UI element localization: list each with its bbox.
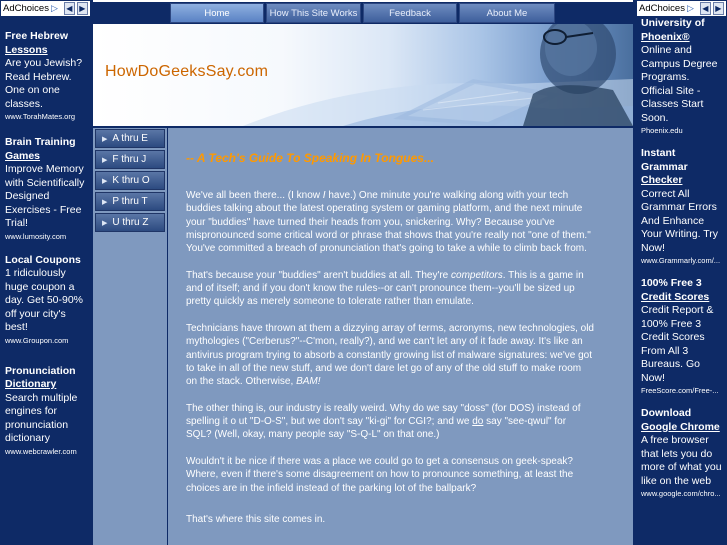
ad-url[interactable]: www.google.com/chro...	[641, 489, 721, 498]
adchoices-bar[interactable]	[636, 0, 727, 17]
adchoices-bar[interactable]	[0, 0, 91, 17]
ad-description[interactable]: Online and Campus Degree Programs. Official Site - Classes Start Soon.	[641, 44, 718, 124]
menu-item-label: F thru J	[112, 154, 147, 165]
ad-description[interactable]: Credit Report & 100% Free 3 Credit Scores From All 3 Bureaus. Go Now!	[641, 304, 714, 384]
side-menu	[93, 126, 167, 545]
nav-feedback[interactable]: Feedback	[363, 3, 457, 23]
adchoices-label[interactable]: AdChoices	[639, 3, 685, 14]
paragraph: That's where this site comes in.	[186, 513, 326, 525]
ad-block[interactable]	[0, 30, 91, 122]
paragraph: The other thing is, our industry is really weird. Why do we say "doss" (for DOS) instead of spelling it o ut "D-O-S", but we don't say "ki-gi" for CGI?; and we do say "see-qwul" for SQL? (Well, okay, many people say "S-Q-L" on that one.)	[186, 402, 581, 441]
menu-item-u-thru-z[interactable]	[95, 213, 165, 232]
nav-spacer	[93, 3, 168, 23]
nav-home[interactable]: Home	[170, 3, 264, 23]
ad-description[interactable]: Search multiple engines for pronunciation dictionary	[5, 391, 78, 444]
ad-title[interactable]: Download Google Chrome	[641, 407, 720, 433]
ad-url[interactable]: www.Groupon.com	[5, 335, 69, 345]
article-body	[186, 189, 594, 539]
site-title: HowDoGeeksSay.com	[105, 63, 269, 80]
adchoices-label[interactable]: AdChoices	[3, 3, 49, 14]
content-top-border	[168, 126, 633, 128]
ad-title[interactable]: University of Phoenix®	[641, 17, 705, 43]
ad-block[interactable]	[636, 147, 727, 266]
ad-url[interactable]: Phoenix.edu	[641, 126, 683, 135]
ad-description[interactable]: Correct All Grammar Errors And Enhance Your Writing. Try Now!	[641, 187, 719, 254]
ad-title[interactable]: Instant Grammar Checker	[641, 147, 688, 186]
ad-url[interactable]: www.lumosity.com	[5, 231, 67, 241]
menu-item-label: K thru O	[112, 175, 150, 186]
paragraph: We've all been there... (I know I have.) One minute you're walking along with your tech buddies talking about the latest operating system or gaming platform, and the next minute your "buddies" have turned their heads from you, snickering. Why? Because you've mispronounced some critical word or phrase that shows that you're really not "one of them." You've committed a breach of pronunciation that's going to take a while to climb back from.	[186, 190, 591, 255]
ad-title[interactable]: Pronunciation Dictionary	[5, 364, 76, 390]
ad-title[interactable]: Free Hebrew Lessons	[5, 30, 69, 56]
ad-block[interactable]	[636, 17, 727, 136]
nav-about-me[interactable]: About Me	[459, 3, 555, 23]
menu-top-border	[93, 126, 167, 128]
ad-description[interactable]: 1 ridiculously huge coupon a day. Get 50-90% off your city's best!	[5, 267, 84, 333]
menu-item-label: A thru E	[112, 133, 148, 144]
ad-url[interactable]: FreeScore.com/Free-...	[641, 386, 719, 395]
arrow-right-icon: ▶	[102, 219, 108, 227]
ad-block[interactable]	[0, 365, 91, 457]
ad-next-button[interactable]: ▶	[713, 2, 724, 15]
arrow-right-icon: ▶	[102, 198, 108, 206]
menu-item-p-thru-t[interactable]	[95, 192, 165, 211]
ad-url[interactable]: www.Grammarly.com/...	[641, 256, 721, 265]
ad-title[interactable]: Brain Training Games	[5, 136, 76, 162]
menu-item-label: P thru T	[112, 196, 148, 207]
ad-url[interactable]: www.TorahMates.org	[5, 112, 76, 121]
nav-how-this-site-works[interactable]: How This Site Works	[266, 3, 361, 23]
arrow-right-icon: ▶	[102, 135, 108, 143]
ad-description[interactable]: Are you Jewish? Read Hebrew. One on one classes.	[5, 57, 83, 110]
ad-description[interactable]: A free browser that lets you do more of what you like on the web	[641, 434, 722, 487]
ad-block[interactable]	[0, 136, 91, 242]
ad-block[interactable]	[0, 254, 91, 346]
left-ad-column	[0, 0, 91, 545]
top-navigation	[93, 2, 633, 24]
ad-prev-button[interactable]: ◀	[64, 2, 75, 15]
adchoices-triangle-icon[interactable]: ▷	[50, 3, 58, 13]
menu-item-f-thru-j[interactable]	[95, 150, 165, 169]
ad-description[interactable]: Improve Memory with Scientifically Designed Exercises - Free Trial!	[5, 163, 85, 229]
main-content	[168, 126, 633, 545]
paragraph: That's because your "buddies" aren't buddies at all. They're competitors. This is a game in and of itself; and if you don't know the rules--or can't pronounce them--you'll be sized up pretty quickly as merely someone to tolerate rather than emulate.	[186, 269, 584, 308]
page-headline: -- A Tech's Guide To Speaking In Tongues...	[186, 151, 434, 165]
person-silhouette-icon	[523, 24, 633, 126]
ad-url[interactable]: www.webcrawler.com	[5, 446, 77, 456]
header-banner	[93, 24, 633, 126]
menu-item-k-thru-o[interactable]	[95, 171, 165, 190]
ad-block[interactable]	[636, 277, 727, 396]
ad-title[interactable]: Local Coupons	[5, 253, 81, 266]
arrow-right-icon: ▶	[102, 177, 108, 185]
adchoices-triangle-icon[interactable]: ▷	[686, 3, 694, 13]
ad-prev-button[interactable]: ◀	[700, 2, 711, 15]
menu-item-label: U thru Z	[112, 217, 149, 228]
ad-next-button[interactable]: ▶	[77, 2, 88, 15]
menu-item-a-thru-e[interactable]	[95, 129, 165, 148]
paragraph: Technicians have thrown at them a dizzying array of terms, acronyms, new technologies, old mythologies ("Cerberus?"--C'mon, really?), and we can't let any of it fade away. It's like an antivirus program trying to absorb a constantly growing list of malware signatures: we've got to take in all of the new stuff, and we don't dare let go of any of the old stuff to make room on the stack. Otherwise, BAM!	[186, 322, 594, 388]
arrow-right-icon: ▶	[102, 156, 108, 164]
paragraph: Wouldn't it be nice if there was a place we could go to get a consensus on geek-speak? Where, even if there's some disagreement on how to pronounce something, at least the choices are in the infield instead of the parking lot of the ballpark?	[186, 455, 574, 494]
ad-title[interactable]: 100% Free 3 Credit Scores	[641, 277, 710, 303]
right-ad-column	[636, 0, 727, 545]
ad-block[interactable]	[636, 407, 727, 499]
